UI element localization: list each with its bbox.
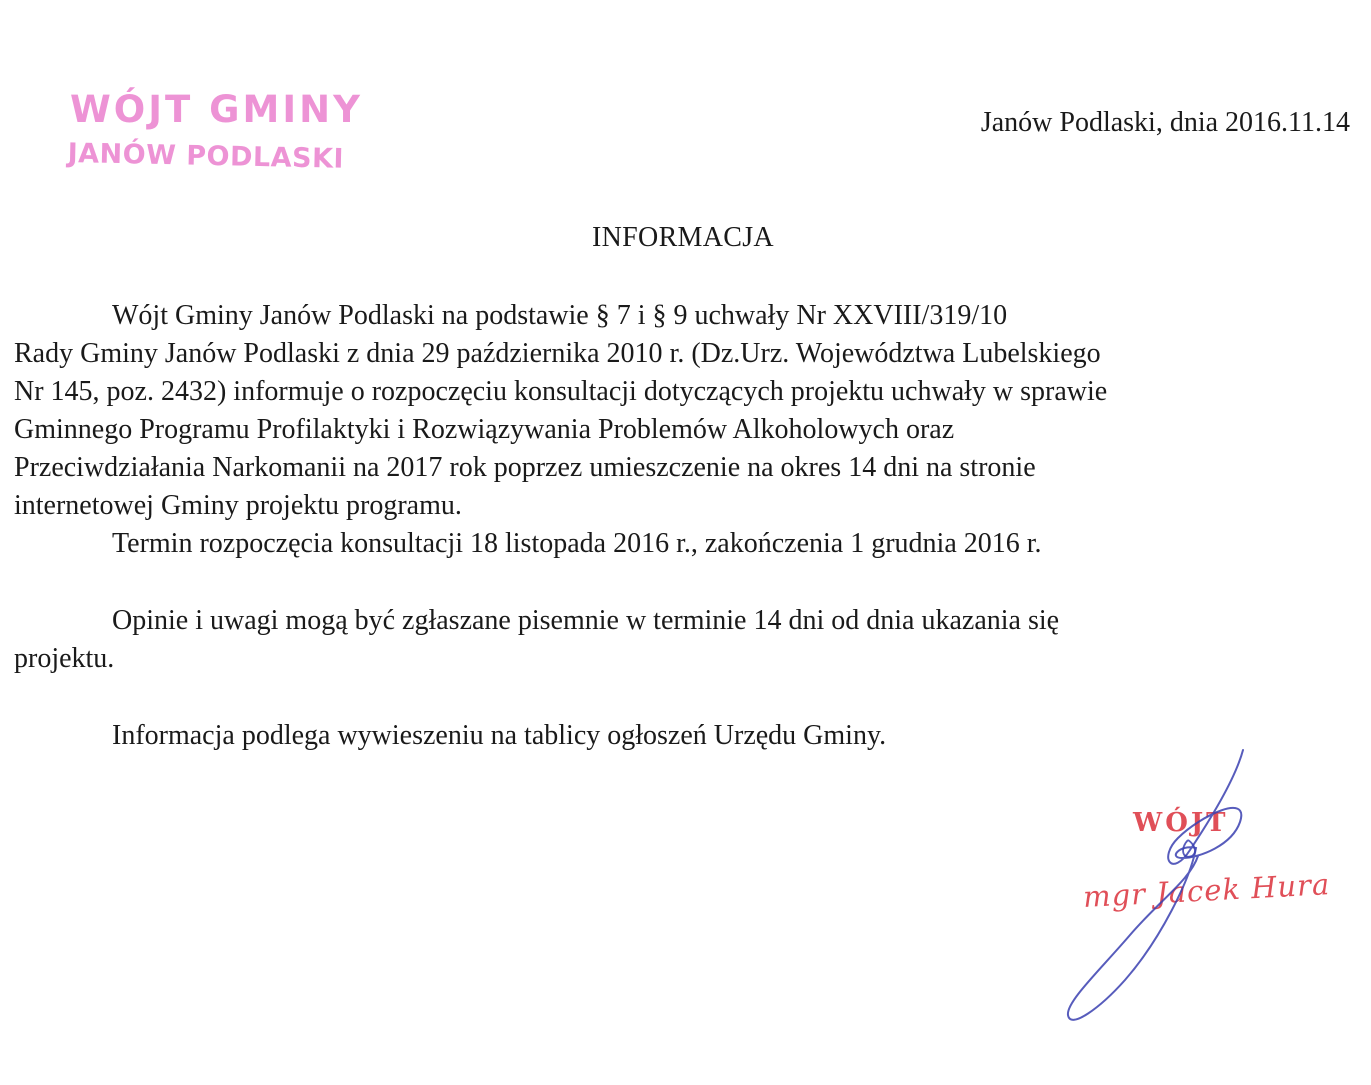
signature-stamp-name: mgr Jacek Hura (1082, 867, 1332, 914)
handwritten-signature (1040, 740, 1280, 1030)
document-title: INFORMACJA (592, 222, 774, 253)
office-stamp-line1: WÓJT GMINY (70, 88, 363, 131)
announcement-paragraph: Wójt Gminy Janów Podlaski na podstawie § 7 i § 9 uchwały Nr XXVIII/319/10 Rady Gminy Janów Podlaski z dnia 29 października 2010 r. (Dz.Urz. Województwa Lubelskiego Nr 145, poz. 2432) informuje o rozpoczęciu konsultacji dotyczących projektu uchwały w sprawie Gminnego Programu Profilaktyki i Rozwiązywania Problemów Alkoholowych oraz Przeciwdziałania Narkomanii na 2017 rok poprzez umieszczenie na okres 14 dni na stronie internetowej Gminy projektu programu. (14, 300, 1108, 521)
office-stamp (62, 82, 402, 182)
signature-stamp-title: WÓJT (1133, 808, 1229, 838)
place-and-date: Janów Podlaski, dnia 2016.11.14 (980, 107, 1350, 138)
office-stamp-line2: JANÓW PODLASKI (67, 138, 345, 175)
opinions-block (14, 602, 1334, 678)
opinions-paragraph: Opinie i uwagi mogą być zgłaszane pisemnie w terminie 14 dni od dnia ukazania się projektu. (14, 605, 1060, 674)
consultation-dates-paragraph: Termin rozpoczęcia konsultacji 18 listopada 2016 r., zakończenia 1 grudnia 2016 r. (112, 528, 1042, 559)
main-paragraph-block (14, 297, 1334, 563)
posting-paragraph: Informacja podlega wywieszeniu na tablicy ogłoszeń Urzędu Gminy. (112, 720, 887, 751)
